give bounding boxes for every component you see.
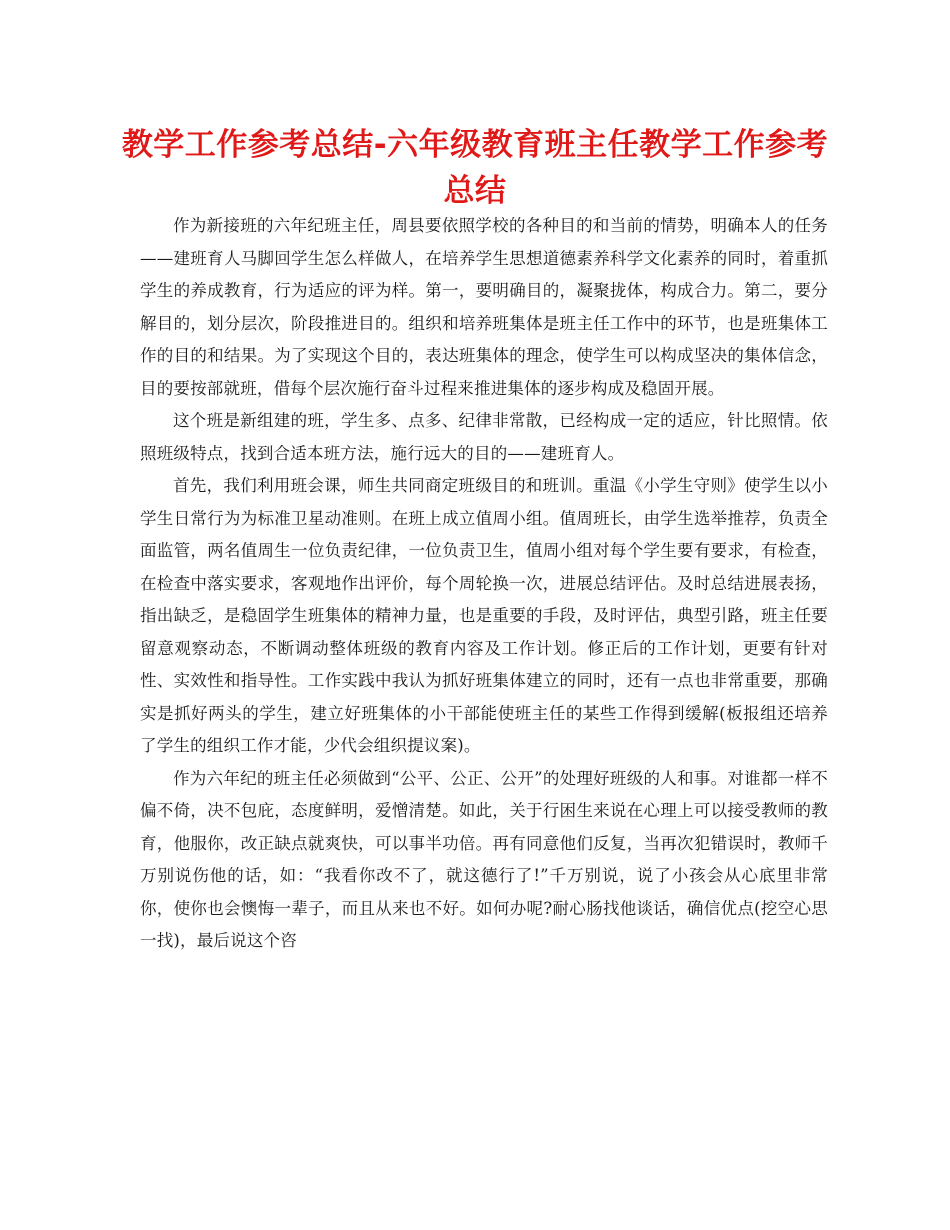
document-body <box>140 210 828 958</box>
document-title: 教学工作参考总结-六年级教育班主任教学工作参考总结 <box>121 127 829 209</box>
paragraph: 这个班是新组建的班，学生多、点多、纪律非常散，已经构成一定的适应，针比照情。依照班级特点，找到合适本班方法，施行远大的目的——建班育人。 <box>140 411 828 463</box>
paragraph: 作为新接班的六年纪班主任，周县要依照学校的各种目的和当前的情势，明确本人的任务——建班育人马脚回学生怎么样做人，在培养学生思想道德素养科学文化素养的同时，着重抓学生的养成教育，行为适应的评为样。第一，要明确目的，凝聚拢体，构成合力。第二，要分解目的，划分层次，阶段推进目的。组织和培养班集体是班主任工作中的环节，也是班集体工作的目的和结果。为了实现这个目的，表达班集体的理念，使学生可以构成坚决的集体信念，目的要按部就班，借每个层次施行奋斗过程来推进集体的逐步构成及稳固开展。 <box>140 216 828 398</box>
paragraph: 作为六年纪的班主任必须做到“公平、公正、公开”的处理好班级的人和事。对谁都一样不偏不倚，决不包庇，态度鲜明，爱憎清楚。如此，关于行困生来说在心理上可以接受教师的教育，他服你，改正缺点就爽快，可以事半功倍。再有同意他们反复，当再次犯错误时，教师千万别说伤他的话，如：“我看你改不了，就这德行了!”千万别说，说了小孩会从心底里非常你，使你也会懊悔一辈子，而且从来也不好。如何办呢?耐心肠找他谈话，确信优点(挖空心思一找)，最后说这个咨 <box>140 768 828 950</box>
paragraph: 首先，我们利用班会课，师生共同商定班级目的和班训。重温《小学生守则》使学生以小学生日常行为为标准卫星动准则。在班上成立值周小组。值周班长，由学生选举推荐，负责全面监管，两名值周生一位负责纪律，一位负责卫生，值周小组对每个学生要有要求，有检查，在检查中落实要求，客观地作出评价，每个周轮换一次，进展总结评估。及时总结进展表扬，指出缺乏，是稳固学生班集体的精神力量，也是重要的手段，及时评估，典型引路，班主任要留意观察动态，不断调动整体班级的教育内容及工作计划。修正后的工作计划，更要有针对性、实效性和指导性。工作实践中我认为抓好班集体建立的同时，还有一点也非常重要，那确实是抓好两头的学生，建立好班集体的小干部能使班主任的某些工作得到缓解(板报组还培养了学生的组织工作才能，少代会组织提议案)。 <box>140 476 828 755</box>
